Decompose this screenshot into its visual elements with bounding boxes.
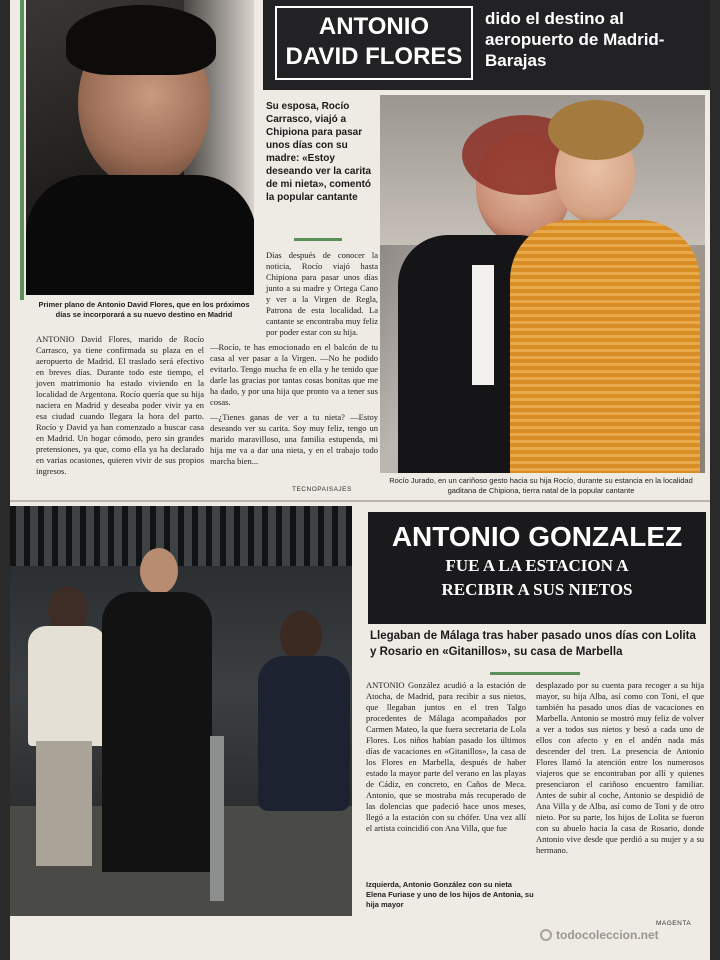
bottom-title-line3: RECIBIR A SUS NIETOS bbox=[441, 580, 633, 599]
top-intro: Su esposa, Rocío Carrasco, viajó a Chipiona para pasar unos días con su madre: «Estoy deseando ver la carita de mi nieta», comentó la popular cantante bbox=[266, 101, 372, 203]
mother-daughter-caption: Rocío Jurado, en un cariñoso gesto hacia su hija Rocío, durante su estancia en la localidad gaditana de Chipiona, tierra natal de la popular cantante bbox=[389, 476, 693, 495]
bottom-body-left: ANTONIO González acudió a la estación de Atocha, de Madrid, para recibir a sus nietos, que llegaban juntos en el tren Talgo procedentes de Málaga acompañados por Carmen Mateo, la que fuera secretaria de Lola Flores. Los niños habían pasado los últimos días de vacaciones en «Gitanillos», la casa de los Flores en Marbella, después de haber estado la mayor parte del verano en las playas de Cádiz, en concreto, en Caños de Meca. Antonio, que se mostraba más recuperado de las dolencias que padeció hace unos meses, llegó a la estación con su chófer. Una vez allí el artista coincidió con Ana Villa, que fue bbox=[366, 680, 526, 833]
watermark-icon bbox=[540, 929, 552, 941]
magazine-page bbox=[10, 0, 710, 960]
watermark bbox=[540, 928, 659, 942]
top-subtitle: dido el destino al aeropuerto de Madrid-Barajas bbox=[485, 9, 665, 70]
watermark-text: todocoleccion.net bbox=[556, 928, 659, 942]
bottom-intro-rule bbox=[490, 672, 580, 675]
section-divider bbox=[10, 500, 710, 502]
station-caption: Izquierda, Antonio González con su nieta Elena Furiase y uno de los hijos de Antonia, su hija mayor bbox=[366, 880, 534, 909]
top-body-left: ANTONIO David Flores, marido de Rocío Carrasco, ya tiene confirmada su plaza en el aeropuerto de Madrid. El traslado será efectivo en breves días. Durante todo este tiempo, el joven matrimonio ha estado viviendo en la localidad de Argentona. Rocío quería que su hija naciera en Madrid y deseaba poder vivir ya en esa ciudad cuando llegara la hora del parto. Rocío y David ya han comenzado a buscar casa en Madrid. Un hogar cómodo, pero sin grandes pretensiones, ya que, como ella ya ha declarado en varias ocasiones, quieren vivir de sus propios ingresos. bbox=[36, 334, 204, 476]
station-photo bbox=[10, 506, 352, 916]
portrait-caption: Primer plano de Antonio David Flores, que en los próximos días se incorporará a su nuevo destino en Madrid bbox=[38, 300, 250, 319]
bottom-headline bbox=[368, 512, 706, 624]
intro-rule bbox=[294, 238, 342, 241]
bottom-intro: Llegaban de Málaga tras haber pasado unos días con Lolita y Rosario en «Gitanillos», su casa de Marbella bbox=[370, 630, 696, 658]
bottom-title-line2: FUE A LA ESTACION A bbox=[445, 556, 629, 575]
top-title-line2: DAVID FLORES bbox=[285, 43, 463, 70]
mother-daughter-photo bbox=[380, 95, 705, 473]
top-title-line1: ANTONIO bbox=[318, 13, 430, 40]
photo-credit: TECNOPAISAJES bbox=[292, 486, 352, 493]
top-headline bbox=[263, 0, 710, 90]
green-rule bbox=[20, 0, 24, 300]
bottom-body-right: desplazado por su cuenta para recoger a su hija mayor, su hija Alba, así como con Toni, el que también ha pasado unos días de vacaciones en Marbella. Antonio se mostró muy feliz de volver a ver a todos sus nietos y besó a cada uno de ellos con afecto y en el andén nada más descender del tren. La presencia de Antonio Flores llamó la atención entre los numerosos viajeros que se encontraban por allí y quienes presenciaron el cariñoso encuentro familiar. Antes de subir al coche, Antonio se despidió de Ana Villa y de Alba, así como de Toni y de otro nieto. Por su parte, los hijos de Lolita se fueron con su abuelo hacia la casa de Rosario, donde Antonio vive desde que perdió a su mujer y a su hermano. bbox=[536, 680, 704, 855]
magenta-mark: MAGENTA bbox=[656, 920, 692, 927]
bottom-title-line1: ANTONIO GONZALEZ bbox=[391, 521, 683, 552]
top-body-middle: Días después de conocer la noticia, Rocío viajó hasta Chipiona para pasar unos días junto a su madre y Ortega Cano y ver a la Virgen de Regla, Patrona de esta localidad. La cantante se encontraba muy feliz por poder estar con su hija. —Rocío, te has emocionado en el balcón de tu casa al ver pasar a la Virgen. —No he podido evitarlo. Tengo mucha fe en ella y he tenido que darle las gracias por tantas cosas bonitas que me ha dado, y por una hija que pronto va a tener sus cosas. —¿Tienes ganas de ver a tu nieta? —Estoy deseando ver su carita. Soy muy feliz, tengo un marido maravilloso, una familia estupenda, mi hija me va a dar una nieta, y en el trabajo todo marcha bien... bbox=[210, 250, 378, 466]
